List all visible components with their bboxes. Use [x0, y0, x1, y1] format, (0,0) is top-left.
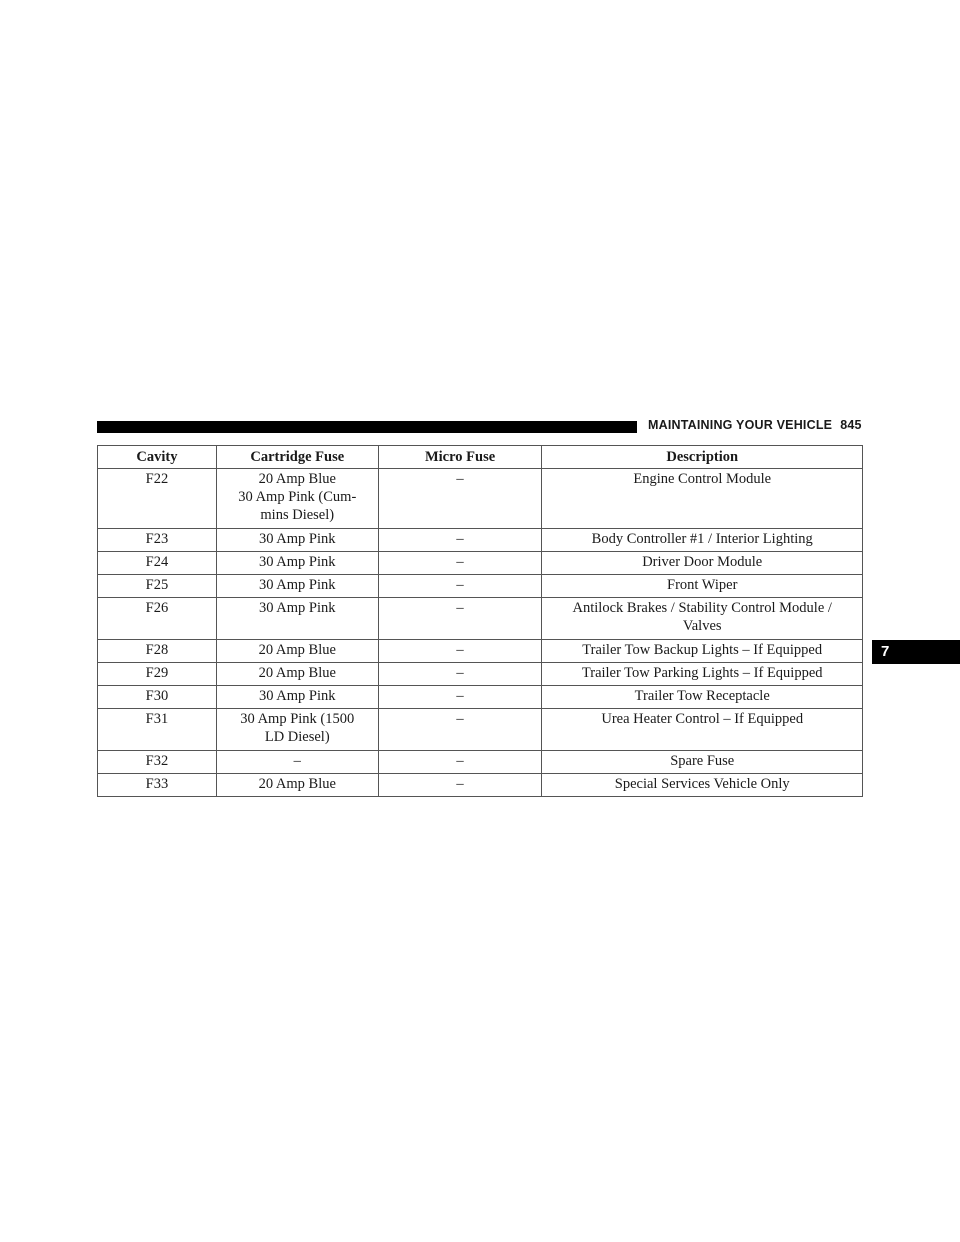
cavity-cell: F29 [98, 663, 217, 686]
cavity-cell: F23 [98, 529, 217, 552]
table-row [98, 552, 863, 575]
table-header-row [98, 446, 863, 469]
cartridge-cell: 30 Amp Pink (1500 LD Diesel) [216, 709, 378, 751]
cartridge-cell: 30 Amp Pink [216, 598, 378, 640]
description-cell: Engine Control Module [542, 469, 863, 529]
column-header-cartridge-fuse: Cartridge Fuse [216, 446, 378, 469]
table-row [98, 751, 863, 774]
column-header-cavity: Cavity [98, 446, 217, 469]
column-header-micro-fuse: Micro Fuse [378, 446, 542, 469]
micro-cell: – [378, 575, 542, 598]
cartridge-cell: 20 Amp Blue [216, 663, 378, 686]
cavity-cell: F25 [98, 575, 217, 598]
cavity-cell: F26 [98, 598, 217, 640]
cavity-cell: F30 [98, 686, 217, 709]
page-number: 845 [840, 418, 862, 432]
cavity-cell: F28 [98, 640, 217, 663]
cartridge-cell: 30 Amp Pink [216, 552, 378, 575]
table-row [98, 529, 863, 552]
table-row [98, 709, 863, 751]
description-cell: Trailer Tow Receptacle [542, 686, 863, 709]
micro-cell: – [378, 640, 542, 663]
description-cell: Spare Fuse [542, 751, 863, 774]
description-cell: Trailer Tow Parking Lights – If Equipped [542, 663, 863, 686]
table-row [98, 598, 863, 640]
micro-cell: – [378, 469, 542, 529]
micro-cell: – [378, 751, 542, 774]
description-cell: Antilock Brakes / Stability Control Module / Valves [542, 598, 863, 640]
micro-cell: – [378, 663, 542, 686]
description-cell: Driver Door Module [542, 552, 863, 575]
fuse-table [97, 445, 863, 797]
cartridge-cell: 20 Amp Blue [216, 640, 378, 663]
cavity-cell: F22 [98, 469, 217, 529]
table-row [98, 774, 863, 797]
table-row [98, 575, 863, 598]
running-header [648, 418, 862, 432]
cartridge-cell: 30 Amp Pink [216, 686, 378, 709]
section-title: MAINTAINING YOUR VEHICLE [648, 418, 833, 432]
table-row [98, 663, 863, 686]
description-cell: Urea Heater Control – If Equipped [542, 709, 863, 751]
table-row [98, 469, 863, 529]
description-cell: Body Controller #1 / Interior Lighting [542, 529, 863, 552]
micro-cell: – [378, 686, 542, 709]
description-cell: Front Wiper [542, 575, 863, 598]
cavity-cell: F31 [98, 709, 217, 751]
description-cell: Special Services Vehicle Only [542, 774, 863, 797]
description-cell: Trailer Tow Backup Lights – If Equipped [542, 640, 863, 663]
cartridge-cell: 20 Amp Blue 30 Amp Pink (Cum- mins Diesel) [216, 469, 378, 529]
cavity-cell: F32 [98, 751, 217, 774]
column-header-description: Description [542, 446, 863, 469]
chapter-tab [872, 640, 960, 664]
cartridge-cell: 30 Amp Pink [216, 575, 378, 598]
header-rule [97, 421, 637, 433]
cavity-cell: F33 [98, 774, 217, 797]
micro-cell: – [378, 529, 542, 552]
micro-cell: – [378, 598, 542, 640]
table-row [98, 686, 863, 709]
micro-cell: – [378, 552, 542, 575]
cartridge-cell: 30 Amp Pink [216, 529, 378, 552]
cartridge-cell: 20 Amp Blue [216, 774, 378, 797]
micro-cell: – [378, 774, 542, 797]
cavity-cell: F24 [98, 552, 217, 575]
cartridge-cell: – [216, 751, 378, 774]
micro-cell: – [378, 709, 542, 751]
table-row [98, 640, 863, 663]
chapter-number: 7 [881, 643, 890, 660]
